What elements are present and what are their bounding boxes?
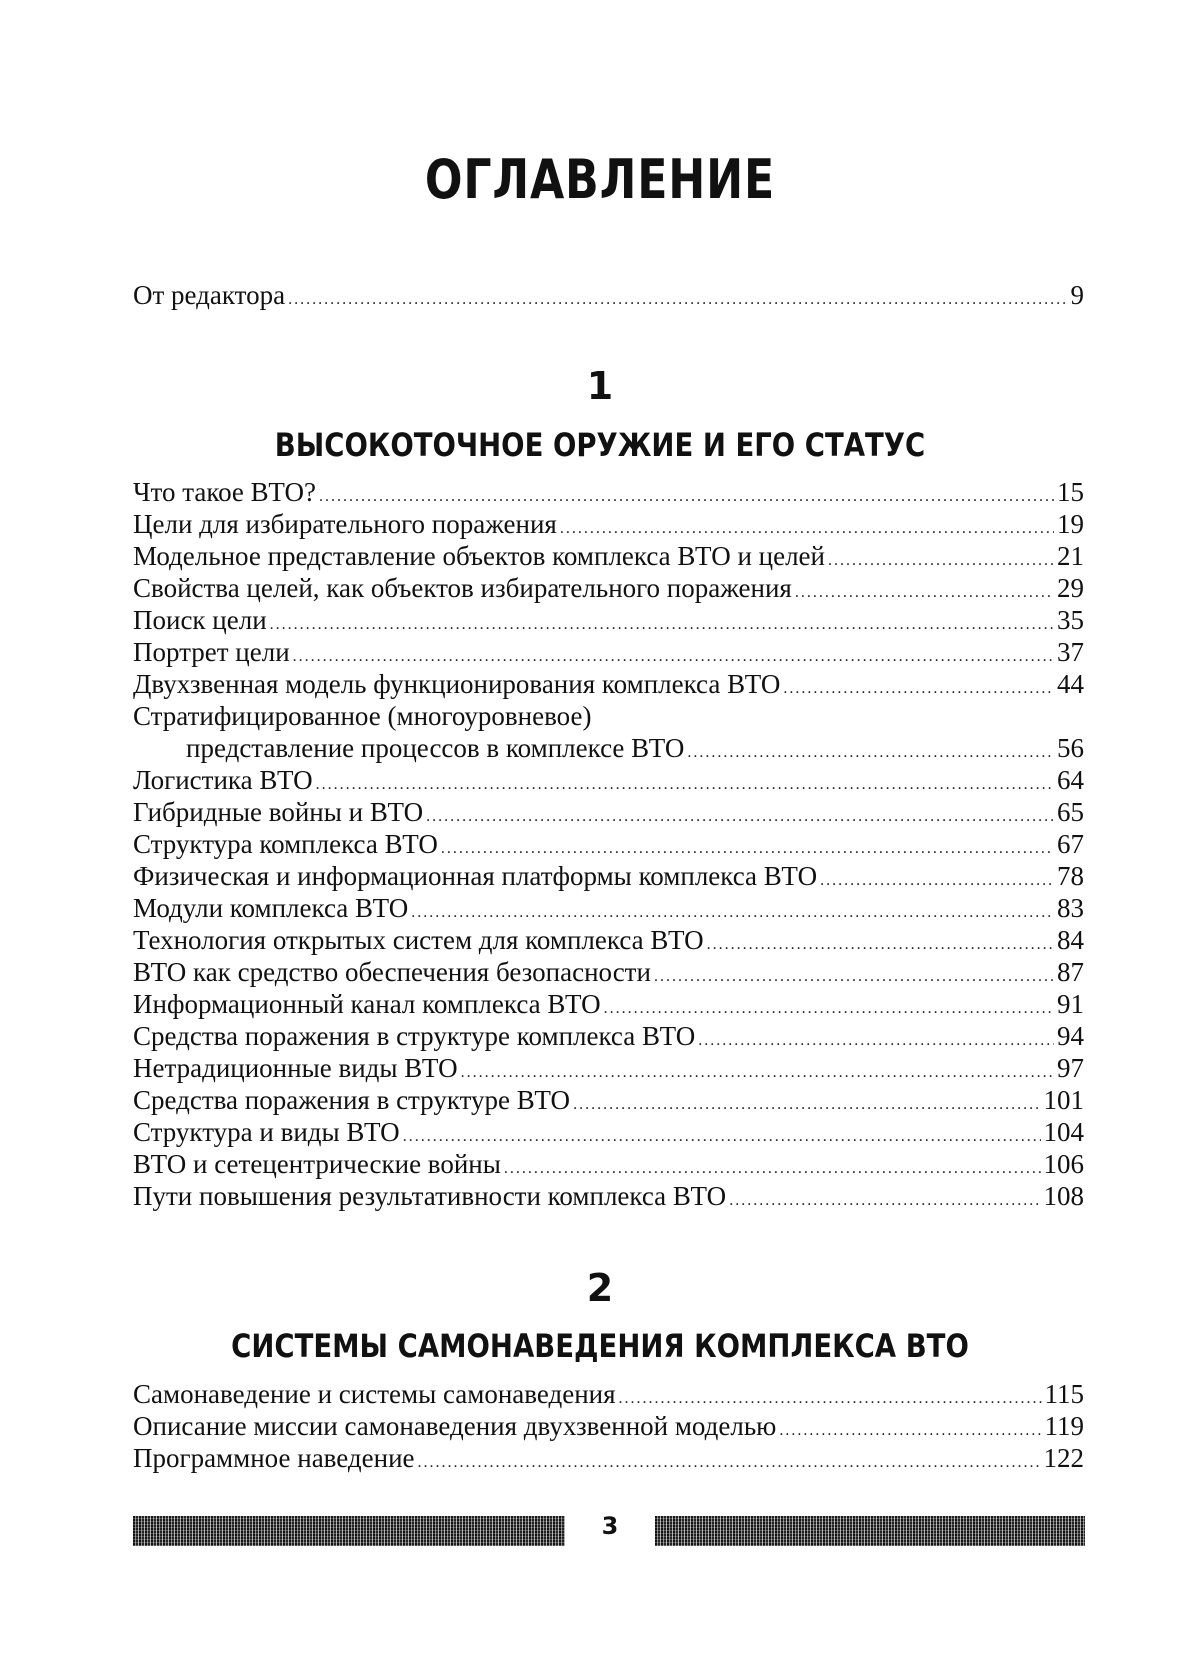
chapter-number: 1 bbox=[586, 364, 614, 408]
toc-entry-label: Средства поражения в структуре комплекса ВТО bbox=[133, 1021, 696, 1051]
toc-entry-wrapped-first-line[interactable] bbox=[133, 699, 1084, 733]
toc-entry-page: 35 bbox=[1057, 605, 1084, 635]
toc-entry-label: Стратифицированное (многоуровневое) bbox=[133, 701, 592, 731]
toc-entry[interactable] bbox=[133, 1019, 1084, 1053]
toc-entry-label: Поиск цели bbox=[133, 605, 267, 635]
page-title: ОГЛАВЛЕНИЕ bbox=[424, 148, 776, 211]
toc-entry-page: 67 bbox=[1057, 829, 1084, 859]
toc-entry[interactable] bbox=[133, 987, 1084, 1021]
toc-entry-page: 29 bbox=[1057, 573, 1084, 603]
toc-entry-label: Нетрадиционные виды ВТО bbox=[133, 1053, 458, 1083]
dot-leader bbox=[418, 1446, 1041, 1480]
toc-entry-page: 56 bbox=[1057, 733, 1084, 763]
toc-entry[interactable] bbox=[133, 635, 1084, 669]
toc-entry-page: 122 bbox=[1043, 1443, 1084, 1473]
toc-entry[interactable] bbox=[133, 1147, 1084, 1181]
chapter-number: 2 bbox=[586, 1266, 614, 1310]
toc-entry-page: 119 bbox=[1044, 1411, 1084, 1441]
toc-entry[interactable] bbox=[133, 475, 1084, 509]
toc-entry[interactable] bbox=[133, 923, 1084, 957]
toc-entry[interactable] bbox=[133, 1083, 1084, 1117]
toc-entry[interactable] bbox=[133, 571, 1084, 605]
toc-entry-page: 101 bbox=[1043, 1085, 1084, 1115]
toc-entry-page: 104 bbox=[1043, 1117, 1084, 1147]
toc-entry[interactable] bbox=[133, 1441, 1084, 1475]
toc-entry[interactable] bbox=[133, 603, 1084, 637]
toc-entry-label: ВТО как средство обеспечения безопасности bbox=[133, 957, 651, 987]
toc-entry[interactable] bbox=[133, 1377, 1084, 1411]
footer-decorative-bar-right bbox=[655, 1516, 1085, 1546]
toc-entry-label: Свойства целей, как объектов избирательного поражения bbox=[133, 573, 792, 603]
toc-entry-page: 37 bbox=[1057, 637, 1084, 667]
toc-entry-label: Модули комплекса ВТО bbox=[133, 893, 409, 923]
toc-entry[interactable] bbox=[133, 827, 1084, 861]
toc-entry-label: Структура и виды ВТО bbox=[133, 1117, 400, 1147]
page-number: 3 bbox=[601, 1512, 619, 1540]
toc-entry[interactable] bbox=[133, 795, 1084, 829]
dot-leader bbox=[288, 283, 1067, 317]
toc-entry-label: Программное наведение bbox=[133, 1443, 415, 1473]
toc-entry-page: 64 bbox=[1057, 765, 1084, 795]
toc-entry[interactable] bbox=[133, 955, 1084, 989]
toc-entry-page: 115 bbox=[1044, 1379, 1084, 1409]
toc-entry[interactable] bbox=[133, 539, 1084, 573]
dot-leader bbox=[729, 1184, 1040, 1218]
toc-entry-label: представление процессов в комплексе ВТО bbox=[186, 733, 685, 763]
toc-entry-label: Самонаведение и системы самонаведения bbox=[133, 1379, 616, 1409]
toc-entry[interactable] bbox=[133, 667, 1084, 701]
toc-entry-label: Двухзвенная модель функционирования комплекса ВТО bbox=[133, 669, 781, 699]
chapter-title: ВЫСОКОТОЧНОЕ ОРУЖИЕ И ЕГО СТАТУС bbox=[274, 426, 926, 464]
toc-entry-page: 65 bbox=[1057, 797, 1084, 827]
toc-entry[interactable] bbox=[133, 507, 1084, 541]
toc-entry-page: 91 bbox=[1057, 989, 1084, 1019]
toc-entry-label: Пути повышения результативности комплекса ВТО bbox=[133, 1181, 727, 1211]
toc-entry-label: Технология открытых систем для комплекса ВТО bbox=[133, 925, 704, 955]
toc-entry-label: Портрет цели bbox=[133, 637, 290, 667]
toc-entry[interactable] bbox=[133, 763, 1084, 797]
toc-entry-page: 15 bbox=[1057, 477, 1084, 507]
toc-entry[interactable] bbox=[133, 1179, 1084, 1213]
toc-entry-label: Информационный канал комплекса ВТО bbox=[133, 989, 601, 1019]
toc-entry-page: 84 bbox=[1057, 925, 1084, 955]
toc-entry-label: Физическая и информационная платформы комплекса ВТО bbox=[133, 861, 818, 891]
toc-entry-page: 97 bbox=[1057, 1053, 1084, 1083]
toc-entry-label: Структура комплекса ВТО bbox=[133, 829, 438, 859]
toc-entry[interactable] bbox=[133, 1409, 1084, 1443]
toc-entry[interactable] bbox=[133, 1051, 1084, 1085]
toc-entry[interactable] bbox=[133, 1115, 1084, 1149]
toc-entry-page: 108 bbox=[1043, 1181, 1084, 1211]
toc-entry-page: 19 bbox=[1057, 509, 1084, 539]
footer-decorative-bar-left bbox=[133, 1516, 565, 1546]
toc-entry-label: ВТО и сетецентрические войны bbox=[133, 1149, 501, 1179]
chapter-title: СИСТЕМЫ САМОНАВЕДЕНИЯ КОМПЛЕКСА ВТО bbox=[231, 1327, 969, 1365]
toc-entry-page: 21 bbox=[1057, 541, 1084, 571]
toc-entry-label: От редактора bbox=[133, 280, 286, 310]
toc-entry-page: 94 bbox=[1057, 1021, 1084, 1051]
toc-entry-page: 9 bbox=[1070, 280, 1084, 310]
toc-entry[interactable] bbox=[133, 891, 1084, 925]
toc-entry-label: Что такое ВТО? bbox=[133, 477, 316, 507]
toc-entry-intro[interactable] bbox=[133, 278, 1084, 312]
toc-entry-page: 83 bbox=[1057, 893, 1084, 923]
toc-entry[interactable] bbox=[133, 859, 1084, 893]
toc-entry-page: 78 bbox=[1057, 861, 1084, 891]
toc-entry-label: Средства поражения в структуре ВТО bbox=[133, 1085, 571, 1115]
toc-entry-page: 44 bbox=[1057, 669, 1084, 699]
toc-entry-page: 106 bbox=[1043, 1149, 1084, 1179]
toc-entry-label: Логистика ВТО bbox=[133, 765, 313, 795]
toc-entry-page: 87 bbox=[1057, 957, 1084, 987]
toc-entry-label: Гибридные войны и ВТО bbox=[133, 797, 424, 827]
toc-entry-label: Модельное представление объектов комплекса ВТО и целей bbox=[133, 541, 825, 571]
toc-entry-label: Описание миссии самонаведения двухзвенной моделью bbox=[133, 1411, 777, 1441]
toc-entry-wrapped-continuation[interactable] bbox=[186, 731, 1084, 765]
toc-entry-label: Цели для избирательного поражения bbox=[133, 509, 557, 539]
